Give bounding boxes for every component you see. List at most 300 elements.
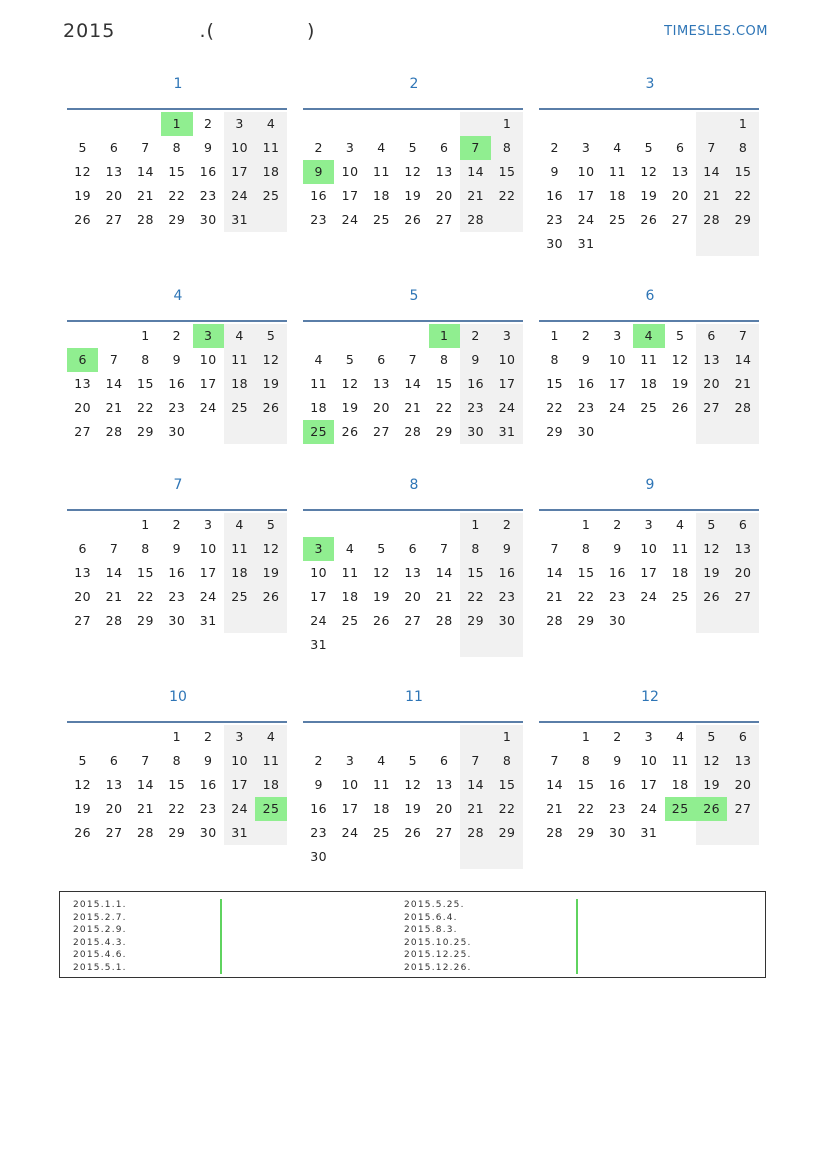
day-grid: [303, 324, 525, 444]
day-cell: 30: [199, 825, 217, 840]
day-cell: 18: [255, 773, 286, 797]
day-cell: 28: [105, 424, 123, 439]
day-cell: 20: [373, 400, 390, 415]
day-cell: 20: [435, 188, 453, 203]
day-cell: 9: [613, 753, 622, 768]
day-cell: 23: [199, 188, 217, 203]
day-cell-empty: [366, 513, 397, 537]
month-name: 7: [173, 477, 183, 493]
title-close: ): [307, 20, 316, 42]
month-rule: [67, 108, 287, 110]
day-cell-empty: [366, 725, 397, 749]
day-cell: 23: [168, 589, 186, 604]
day-cell-empty: [539, 725, 570, 749]
day-cell-empty: [334, 112, 365, 136]
day-cell: 1: [491, 112, 522, 136]
day-cell: 16: [546, 188, 564, 203]
day-cell-empty: [303, 725, 334, 749]
day-cell-empty: [633, 112, 664, 136]
day-cell: 15: [435, 376, 453, 391]
day-cell-empty: [633, 420, 664, 444]
day-cell-empty: [397, 845, 428, 869]
day-cell: 26: [255, 585, 286, 609]
day-cell: 19: [255, 372, 286, 396]
day-cell: 8: [550, 352, 559, 367]
day-cell: 9: [613, 541, 622, 556]
day-cell: 29: [491, 821, 522, 845]
day-cell: 9: [314, 777, 323, 792]
month-name: 11: [405, 689, 423, 705]
month-name: 12: [641, 689, 659, 705]
day-cell: 24: [341, 825, 359, 840]
day-cell-empty: [696, 232, 727, 256]
day-cell: 29: [577, 825, 595, 840]
day-cell-empty: [224, 420, 255, 444]
day-cell: 6: [727, 513, 758, 537]
day-cell-empty: [67, 725, 98, 749]
day-cell: 9: [204, 753, 213, 768]
holiday-date: 2015.4.3.: [73, 937, 127, 948]
month-7: [67, 473, 289, 633]
day-cell: 1: [727, 112, 758, 136]
day-cell: 19: [404, 188, 422, 203]
month-name: 9: [645, 477, 655, 493]
day-cell: 10: [491, 348, 522, 372]
day-cell: 23: [577, 400, 595, 415]
day-cell: 15: [577, 777, 595, 792]
day-cell: 24: [640, 589, 658, 604]
day-cell-empty: [397, 633, 428, 657]
day-cell-empty: [366, 845, 397, 869]
day-cell: 26: [404, 212, 422, 227]
day-cell: 15: [491, 160, 522, 184]
day-cell: 9: [204, 140, 213, 155]
day-cell: 27: [74, 424, 92, 439]
holiday-list-item: [404, 962, 472, 975]
day-cell: 18: [609, 188, 626, 203]
day-cell: 12: [373, 565, 390, 580]
day-cell: 5: [408, 753, 418, 768]
day-cell: 18: [310, 400, 328, 415]
day-cell-empty: [602, 420, 633, 444]
day-cell: 22: [168, 188, 186, 203]
holiday-marker: [576, 937, 578, 950]
day-cell: 30: [491, 609, 522, 633]
holiday-date: 2015.5.25.: [404, 900, 465, 910]
holiday-marker: [576, 899, 578, 912]
month-rule: [539, 721, 759, 723]
day-cell: 21: [460, 797, 491, 821]
day-cell: 22: [546, 400, 564, 415]
day-cell: 19: [696, 773, 727, 797]
day-cell-empty: [193, 420, 224, 444]
day-cell: 21: [696, 184, 727, 208]
day-cell: 26: [74, 825, 92, 840]
day-cell: 5: [345, 352, 355, 367]
day-cell: 31: [224, 208, 255, 232]
day-cell: 7: [696, 136, 727, 160]
day-cell: 3: [345, 140, 355, 155]
day-cell: 5: [696, 725, 727, 749]
holiday-list-item: [73, 899, 127, 912]
day-cell: 18: [671, 777, 689, 792]
day-cell: 18: [671, 565, 689, 580]
day-cell-holiday: 3: [303, 537, 334, 561]
day-cell: 28: [546, 825, 564, 840]
day-cell: 25: [341, 613, 359, 628]
day-cell: 5: [696, 513, 727, 537]
day-cell: 20: [105, 801, 123, 816]
day-cell-empty: [255, 420, 286, 444]
day-cell: 30: [609, 613, 626, 628]
holiday-marker: [220, 949, 222, 962]
day-cell: 23: [199, 801, 217, 816]
day-cell-empty: [429, 725, 460, 749]
day-cell: 20: [671, 188, 689, 203]
day-cell: 4: [676, 729, 685, 744]
day-cell: 2: [314, 753, 323, 768]
day-cell: 29: [435, 424, 453, 439]
day-cell: 23: [310, 212, 328, 227]
holiday-date: 2015.12.26.: [404, 962, 472, 973]
day-cell: 11: [671, 541, 689, 556]
day-cell: 16: [310, 188, 328, 203]
day-cell: 7: [460, 749, 491, 773]
day-cell: 15: [460, 561, 491, 585]
day-cell: 13: [373, 376, 390, 391]
day-cell: 4: [676, 517, 685, 532]
day-cell: 27: [435, 825, 453, 840]
day-cell: 12: [404, 777, 422, 792]
day-cell: 26: [640, 212, 658, 227]
month-2: [303, 72, 525, 232]
month-rule: [303, 721, 523, 723]
day-cell: 20: [105, 188, 123, 203]
holiday-list-right: [404, 899, 472, 974]
day-cell: 5: [78, 753, 87, 768]
day-cell: 1: [141, 517, 150, 532]
day-cell: 8: [491, 136, 522, 160]
day-cell: 12: [255, 537, 286, 561]
day-cell: 29: [577, 613, 595, 628]
month-5: [303, 284, 525, 444]
month-6: [539, 284, 761, 444]
holiday-marker: [576, 924, 578, 937]
day-cell: 11: [224, 537, 255, 561]
day-cell: 4: [224, 324, 255, 348]
day-cell: 3: [224, 725, 255, 749]
day-cell: 14: [696, 160, 727, 184]
day-cell: 20: [696, 372, 727, 396]
day-cell: 2: [491, 513, 522, 537]
day-cell: 19: [671, 376, 689, 391]
day-cell-empty: [130, 725, 161, 749]
month-10: [67, 685, 289, 845]
month-name: 10: [169, 689, 187, 705]
day-cell: 2: [172, 517, 182, 532]
day-cell: 29: [727, 208, 758, 232]
day-cell: 1: [581, 729, 591, 744]
day-cell: 20: [74, 589, 92, 604]
day-cell: 10: [199, 541, 217, 556]
day-cell: 27: [671, 212, 689, 227]
day-cell: 14: [137, 777, 154, 792]
day-cell: 23: [609, 589, 626, 604]
month-1: [67, 72, 289, 232]
day-cell: 25: [373, 825, 390, 840]
day-cell-holiday: 3: [193, 324, 224, 348]
day-cell-empty: [696, 112, 727, 136]
day-cell: 25: [373, 212, 390, 227]
day-cell: 26: [74, 212, 92, 227]
site-link[interactable]: TIMESLES.COM: [664, 24, 768, 39]
day-cell: 26: [671, 400, 689, 415]
day-cell: 4: [224, 513, 255, 537]
day-cell-empty: [67, 112, 98, 136]
day-cell-empty: [696, 609, 727, 633]
day-cell: 1: [172, 729, 182, 744]
day-cell-empty: [98, 324, 129, 348]
day-cell: 3: [491, 324, 522, 348]
holiday-marker: [220, 899, 222, 912]
day-cell: 28: [460, 821, 491, 845]
day-cell: 19: [696, 561, 727, 585]
day-cell: 16: [168, 376, 186, 391]
day-cell: 23: [310, 825, 328, 840]
day-cell-empty: [665, 420, 696, 444]
day-cell: 2: [550, 140, 559, 155]
day-cell: 17: [491, 372, 522, 396]
day-cell: 6: [440, 753, 449, 768]
day-cell-empty: [334, 633, 365, 657]
day-cell: 28: [546, 613, 564, 628]
holiday-marker: [220, 912, 222, 925]
day-cell: 12: [671, 352, 689, 367]
day-cell: 9: [581, 352, 591, 367]
day-cell: 2: [613, 729, 622, 744]
day-cell: 18: [373, 801, 390, 816]
day-cell: 14: [546, 565, 564, 580]
day-cell: 7: [109, 541, 119, 556]
day-cell: 29: [546, 424, 564, 439]
day-cell: 10: [577, 164, 595, 179]
day-cell-empty: [491, 208, 522, 232]
holiday-date: 2015.1.1.: [73, 900, 127, 910]
day-cell: 11: [224, 348, 255, 372]
holiday-list-left: [73, 899, 127, 974]
day-cell: 14: [727, 348, 758, 372]
day-cell: 8: [172, 140, 182, 155]
day-cell-empty: [334, 513, 365, 537]
day-cell: 19: [74, 188, 92, 203]
day-cell: 3: [644, 729, 654, 744]
day-cell: 24: [609, 400, 626, 415]
day-cell-empty: [255, 821, 286, 845]
day-cell: 30: [199, 212, 217, 227]
day-cell: 13: [74, 565, 92, 580]
holiday-marker: [220, 962, 222, 975]
day-cell: 3: [224, 112, 255, 136]
day-cell: 27: [74, 613, 92, 628]
day-cell: 17: [577, 188, 595, 203]
day-cell-empty: [67, 513, 98, 537]
day-cell: 27: [727, 585, 758, 609]
month-8: [303, 473, 525, 657]
day-cell: 14: [105, 565, 123, 580]
day-cell: 16: [491, 561, 522, 585]
day-grid: [67, 112, 289, 232]
day-cell: 2: [204, 729, 213, 744]
holiday-marker: [220, 924, 222, 937]
day-cell: 19: [255, 561, 286, 585]
day-cell: 15: [168, 777, 186, 792]
day-cell: 22: [491, 184, 522, 208]
month-rule: [303, 320, 523, 322]
holiday-date: 2015.5.1.: [73, 962, 127, 973]
day-cell-empty: [460, 725, 491, 749]
day-cell: 21: [137, 188, 154, 203]
day-cell: 30: [609, 825, 626, 840]
holiday-marker: [576, 949, 578, 962]
day-cell-empty: [633, 609, 664, 633]
day-cell: 19: [404, 801, 422, 816]
day-cell: 13: [696, 348, 727, 372]
day-cell: 11: [609, 164, 626, 179]
day-cell: 3: [644, 517, 654, 532]
day-cell: 2: [204, 116, 213, 131]
day-cell: 14: [460, 773, 491, 797]
month-rule: [539, 509, 759, 511]
day-cell-holiday: 6: [67, 348, 98, 372]
day-cell: 31: [577, 236, 595, 251]
day-cell: 22: [460, 585, 491, 609]
day-cell: 24: [577, 212, 595, 227]
day-cell: 31: [224, 821, 255, 845]
day-cell-empty: [665, 232, 696, 256]
day-cell: 31: [640, 825, 658, 840]
day-grid: [303, 112, 525, 232]
day-cell: 10: [341, 164, 359, 179]
day-cell: 17: [224, 160, 255, 184]
day-cell: 12: [74, 164, 92, 179]
day-cell-empty: [366, 324, 397, 348]
day-cell: 20: [435, 801, 453, 816]
day-grid: [67, 513, 289, 633]
day-cell-empty: [696, 420, 727, 444]
month-rule: [67, 509, 287, 511]
day-cell: 19: [74, 801, 92, 816]
month-12: [539, 685, 761, 845]
holiday-date: 2015.12.25.: [404, 950, 472, 960]
day-cell: 2: [581, 328, 591, 343]
day-cell-empty: [665, 112, 696, 136]
day-cell: 11: [671, 753, 689, 768]
day-cell: 23: [460, 396, 491, 420]
day-cell: 12: [341, 376, 359, 391]
day-cell: 8: [581, 753, 591, 768]
day-cell-empty: [303, 324, 334, 348]
day-cell-empty: [491, 633, 522, 657]
day-cell: 7: [109, 352, 119, 367]
day-cell: 4: [377, 753, 386, 768]
day-cell-empty: [429, 513, 460, 537]
holiday-list-item: [73, 962, 127, 975]
day-cell: 9: [172, 541, 182, 556]
day-cell: 22: [137, 400, 154, 415]
day-cell: 18: [224, 561, 255, 585]
day-cell: 14: [460, 160, 491, 184]
day-cell: 8: [491, 749, 522, 773]
day-cell: 6: [440, 140, 449, 155]
day-cell-empty: [130, 112, 161, 136]
day-cell: 19: [341, 400, 359, 415]
day-cell: 8: [727, 136, 758, 160]
day-cell-empty: [98, 513, 129, 537]
day-cell-holiday: 1: [161, 112, 192, 136]
day-cell: 13: [105, 164, 123, 179]
day-cell: 1: [141, 328, 150, 343]
month-rule: [303, 509, 523, 511]
day-cell: 13: [435, 777, 453, 792]
day-cell: 10: [640, 753, 658, 768]
day-cell: 11: [255, 749, 286, 773]
day-cell: 7: [408, 352, 418, 367]
day-cell: 6: [109, 753, 119, 768]
day-cell: 21: [137, 801, 154, 816]
day-cell: 7: [141, 140, 150, 155]
holiday-date: 2015.10.25.: [404, 937, 472, 948]
day-cell: 6: [676, 140, 685, 155]
day-cell: 9: [172, 352, 182, 367]
day-cell: 29: [168, 212, 186, 227]
day-cell: 3: [345, 753, 355, 768]
day-cell: 27: [696, 396, 727, 420]
day-cell-empty: [397, 112, 428, 136]
day-cell: 8: [172, 753, 182, 768]
day-cell-empty: [334, 845, 365, 869]
day-cell: 10: [609, 352, 626, 367]
day-cell: 5: [408, 140, 418, 155]
day-cell-empty: [460, 633, 491, 657]
day-cell: 29: [137, 613, 154, 628]
day-cell-empty: [539, 112, 570, 136]
holiday-date: 2015.2.7.: [73, 912, 127, 923]
day-cell: 17: [199, 376, 217, 391]
day-cell: 14: [137, 164, 154, 179]
month-rule: [67, 721, 287, 723]
day-cell: 10: [224, 749, 255, 773]
day-cell: 11: [640, 352, 658, 367]
holiday-marker: [576, 912, 578, 925]
day-cell: 13: [105, 777, 123, 792]
day-cell: 10: [341, 777, 359, 792]
day-grid: [303, 725, 525, 869]
day-cell: 26: [373, 613, 390, 628]
day-cell: 5: [255, 513, 286, 537]
day-cell: 1: [460, 513, 491, 537]
day-cell: 19: [373, 589, 390, 604]
day-cell: 30: [168, 613, 186, 628]
day-cell: 13: [671, 164, 689, 179]
day-cell: 27: [727, 797, 758, 821]
day-cell: 4: [314, 352, 323, 367]
day-cell: 28: [435, 613, 453, 628]
day-cell: 15: [137, 565, 154, 580]
day-cell-empty: [665, 821, 696, 845]
day-grid: [539, 112, 761, 256]
day-cell: 18: [640, 376, 658, 391]
day-grid: [303, 513, 525, 657]
